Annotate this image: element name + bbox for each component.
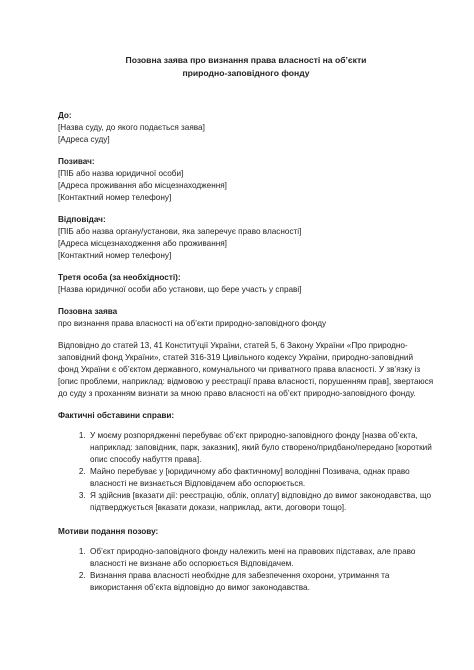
third-party-section [58,272,434,296]
claim-heading-section [58,306,434,330]
list-item: 1. У моєму розпорядженні перебуває об’єкт природно-заповідного фонду [назва об’єкта, наприклад: заповідник, парк, заказник], який було створено/придбано/передано [короткий опис способу набуття права]. [88,430,434,466]
plaintiff-phone-field: [Контактний номер телефону] [58,193,172,202]
third-party-label: Третя особа (за необхідності): [58,273,181,282]
defendant-phone-field: [Контактний номер телефону] [58,251,172,260]
addressee-label: До: [58,111,72,120]
list-item: 2. Визнання права власності необхідне для забезпечення охорони, утримання та використання об’єкта відповідно до вимог законодавства. [88,570,434,594]
document-title [58,54,434,80]
list-item: 2. Майно перебуває у [юридичному або фактичному] володінні Позивача, однак право власності не визнається Відповідачем або оспорюється. [88,466,434,490]
defendant-name-field: [ПІБ або назва органу/установи, яка заперечує право власності] [58,227,302,236]
defendant-address-field: [Адреса місцезнаходження або проживання] [58,239,227,248]
facts-list [58,430,434,514]
plaintiff-name-field: [ПІБ або назва юридичної особи] [58,169,184,178]
list-item: 1. Об’єкт природно-заповідного фонду належить мені на правових підставах, але право власності не визнане або оспорюється Відповідачем. [88,546,434,570]
facts-section [58,410,434,514]
list-item: 3. Я здійснив [вказати дії: реєстрацію, облік, оплату] відповідно до вимог законодавства, що підтверджується [вказати докази, наприклад, акти, договори тощо]. [88,490,434,514]
plaintiff-label: Позивач: [58,157,95,166]
plaintiff-address-field: [Адреса проживання або місцезнаходження] [58,181,227,190]
document-title-line-1: Позовна заява про визнання права власності на об’єкти [125,55,367,65]
document-title-line-2: природно-заповідного фонду [182,68,310,78]
plaintiff-section [58,156,434,204]
third-party-name-field: [Назва юридичної особи або установи, що бере участь у справі] [58,285,302,294]
motives-label: Мотиви подання позову: [58,527,159,536]
court-address-field: [Адреса суду] [58,135,110,144]
facts-label: Фактичні обставини справи: [58,411,175,420]
defendant-label: Відповідач: [58,215,106,224]
motives-list [58,546,434,594]
claim-subtitle: про визнання права власності на об’єкти природно-заповідного фонду [58,319,327,328]
court-name-field: [Назва суду, до якого подається заява] [58,123,205,132]
motives-section [58,526,434,594]
claim-label: Позовна заява [58,307,118,316]
defendant-section [58,214,434,262]
addressee-section [58,110,434,146]
intro-paragraph: Відповідно до статей 13, 41 Конституції України, статей 5, 6 Закону України «Про природно-заповідний фонд України», статей 316-319 Цивільного кодексу України, природно-заповідний фонд України є об’єктом державного, комунального чи приватного права власності. У зв’язку із [опис проблеми, наприклад: відмовою у реєстрації права власності, порушенням прав], звертаюся до суду з проханням визнати за мною право власності на об’єкт природно-заповідного фонду. [58,341,434,398]
